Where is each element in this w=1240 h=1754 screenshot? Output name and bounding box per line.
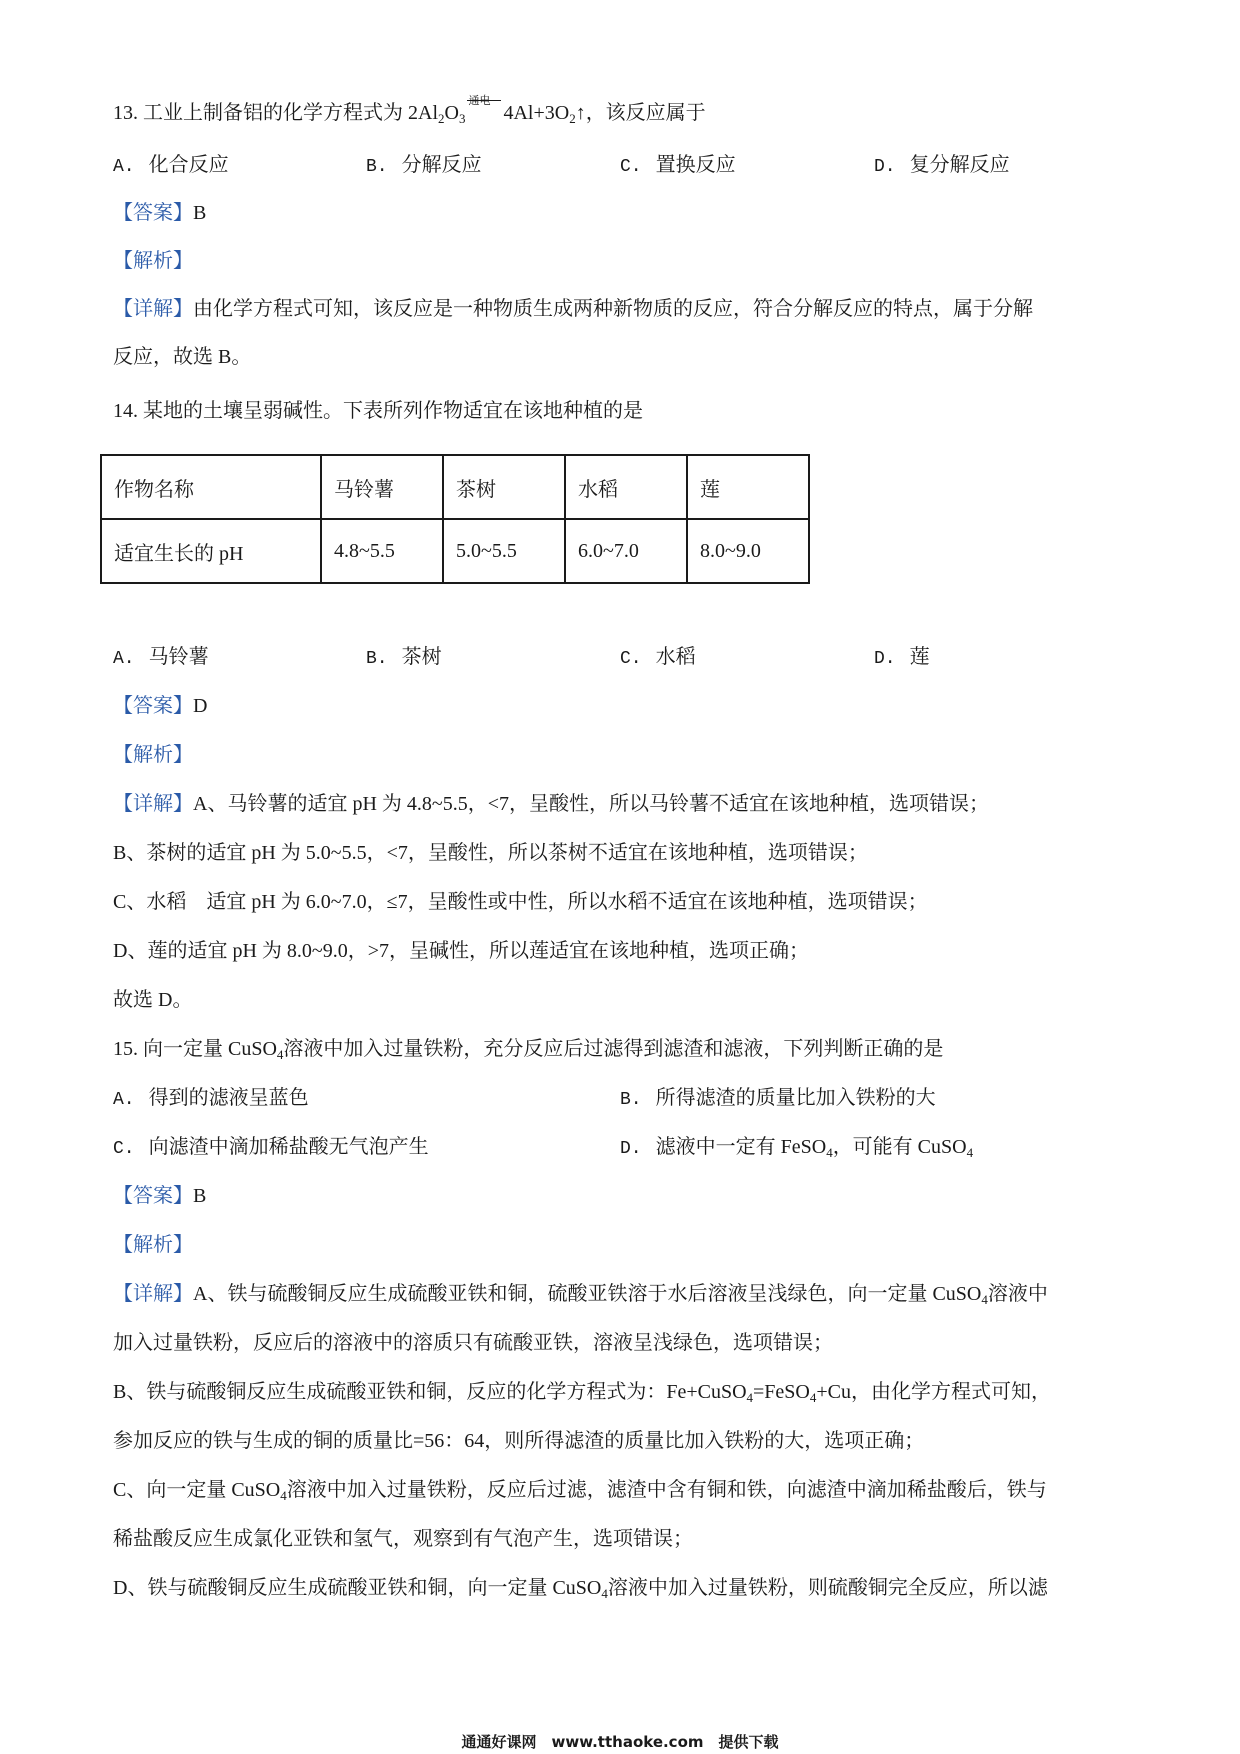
q13-option-d [874, 151, 1010, 181]
table-cell: 4.8~5.5 [321, 519, 443, 583]
text-run: 溶液中加入过量铁粉，反应后过滤，滤渣中含有铜和铁，向滤渣中滴加稀盐酸后，铁与 [286, 1479, 1047, 1501]
q13-option-b [366, 151, 482, 181]
option-letter: B. [366, 649, 388, 669]
option-letter: B. [620, 1090, 642, 1110]
option-text [149, 1087, 309, 1109]
table-cell: 莲 [687, 455, 809, 519]
option-text: 莲 [909, 646, 930, 668]
subscript: 4 [746, 1390, 754, 1405]
option-letter: A. [113, 649, 135, 669]
q15-option-d [620, 1133, 973, 1163]
text-run: 向滤渣中滴加稀盐酸无气泡产生 [148, 1136, 429, 1158]
text-run: A、铁与硫酸铜反应生成硫酸亚铁和铜，硫酸亚铁溶于水后溶液呈浅绿色，向一定量 CuSO [193, 1283, 982, 1305]
option-text: 水稻 [655, 646, 696, 668]
page-footer: 通通好课网 www.tthaoke.com 提供下载 [461, 1733, 779, 1751]
table-row [101, 519, 809, 583]
option-text: 马铃薯 [148, 646, 209, 668]
crop-ph-table [100, 454, 810, 584]
option-letter: A. [113, 1090, 135, 1110]
text-run: 稀盐酸反应生成氯化亚铁和氢气，观察到有气泡产生，选项错误； [113, 1528, 693, 1550]
q15-option-c [113, 1133, 429, 1163]
q15-answer [113, 1182, 1133, 1210]
q15-detail-line [113, 1378, 1133, 1408]
analysis-label: 【解析】 [113, 250, 193, 272]
detail-label: 【详解】 [113, 1283, 193, 1305]
answer-value: D [193, 695, 208, 717]
option-text: 置换反应 [655, 154, 736, 176]
answer-label: 【答案】 [113, 695, 193, 717]
subscript: 4 [601, 1586, 608, 1601]
q14-analysis-label [113, 741, 1133, 769]
subscript: 4 [276, 1047, 284, 1062]
subscript: 4 [280, 1488, 287, 1503]
q14-detail-line [113, 790, 1133, 818]
option-letter: C. [113, 1139, 135, 1159]
reaction-condition: 通电 [468, 94, 491, 107]
detail-label: 【详解】 [113, 298, 193, 320]
option-letter: C. [620, 157, 642, 177]
text-run: 得到的滤液呈蓝色 [148, 1087, 309, 1109]
table-cell: 作物名称 [101, 455, 321, 519]
text-run: ↑，该反应属于 [575, 102, 706, 124]
subscript: 4 [966, 1145, 974, 1160]
q15-detail-line [113, 1574, 1133, 1604]
q14-detail-line [113, 839, 1133, 867]
analysis-label: 【解析】 [113, 744, 193, 766]
q13-option-c [620, 151, 736, 181]
q15-detail-line [113, 1427, 1133, 1455]
text-run: 4Al+3O [503, 102, 570, 124]
table-cell: 5.0~5.5 [443, 519, 565, 583]
text-run: ，可能有 CuSO [832, 1136, 967, 1158]
text-run: C、水稻 适宜 pH 为 6.0~7.0，≤7，呈酸性或中性，所以水稻不适宜在该地种植，选项错误； [113, 891, 928, 913]
table-cell: 茶树 [443, 455, 565, 519]
text-run: 13. 工业上制备铝的化学方程式为 2Al [113, 102, 438, 124]
q15-detail-line [113, 1280, 1133, 1310]
table-row [101, 455, 809, 519]
text-run: 滤液中一定有 FeSO [655, 1136, 827, 1158]
option-text: 化合反应 [148, 154, 229, 176]
subscript: 4 [981, 1292, 988, 1307]
answer-value: B [193, 1185, 207, 1207]
q14-stem [113, 397, 1133, 425]
q13-option-a [113, 151, 229, 181]
option-text: 茶树 [401, 646, 442, 668]
subscript: 4 [809, 1390, 817, 1405]
table-cell: 水稻 [565, 455, 687, 519]
text-run: 溶液中加入过量铁粉，充分反应后过滤得到滤渣和滤液，下列判断正确的是 [283, 1038, 944, 1060]
q15-stem [113, 1035, 1133, 1065]
q15-analysis-label [113, 1231, 1133, 1259]
q15-detail-line [113, 1476, 1133, 1506]
table-cell: 马铃薯 [321, 455, 443, 519]
text-run: 14. 某地的土壤呈弱碱性。下表所列作物适宜在该地种植的是 [113, 400, 643, 422]
option-letter: D. [874, 157, 896, 177]
analysis-label: 【解析】 [113, 1234, 193, 1256]
option-text [149, 1136, 429, 1158]
q14-answer [113, 692, 1133, 720]
q13-answer [113, 199, 1133, 227]
table-cell: 8.0~9.0 [687, 519, 809, 583]
q13-detail-line [113, 343, 1133, 371]
option-letter: B. [366, 157, 388, 177]
q15-option-b [620, 1084, 936, 1114]
text-run: 反应，故选 B。 [113, 346, 252, 368]
q15-detail-line [113, 1525, 1133, 1553]
text-run: 由化学方程式可知，该反应是一种物质生成两种新物质的反应，符合分解反应的特点，属于分解 [193, 298, 1033, 320]
subscript: 2 [438, 111, 445, 126]
option-letter: C. [620, 649, 642, 669]
text-run: B、茶树的适宜 pH 为 5.0~5.5，<7，呈酸性，所以茶树不适宜在该地种植，选项错误； [113, 842, 868, 864]
answer-value: B [193, 202, 207, 224]
text-run: A、马铃薯的适宜 pH 为 4.8~5.5，<7，呈酸性，所以马铃薯不适宜在该地种植，选项错误； [193, 793, 989, 815]
table-cell: 适宜生长的 pH [101, 519, 321, 583]
option-letter: D. [874, 649, 896, 669]
text-run: 加入过量铁粉，反应后的溶液中的溶质只有硫酸亚铁，溶液呈浅绿色，选项错误； [113, 1332, 833, 1354]
option-text [656, 1087, 936, 1109]
text-run: B、铁与硫酸铜反应生成硫酸亚铁和铜，反应的化学方程式为：Fe+CuSO [113, 1381, 747, 1403]
q15-detail-line [113, 1329, 1133, 1357]
q14-option-a [113, 643, 209, 673]
text-run: C、向一定量 CuSO [113, 1479, 281, 1501]
text-run: =FeSO [753, 1381, 810, 1403]
text-run: 溶液中加入过量铁粉，则硫酸铜完全反应，所以滤 [607, 1577, 1048, 1599]
q13-stem [113, 94, 1133, 129]
text-run: D、铁与硫酸铜反应生成硫酸亚铁和铜，向一定量 CuSO [113, 1577, 602, 1599]
q13-detail-line [113, 295, 1133, 323]
subscript: 4 [826, 1145, 833, 1160]
q14-option-b [366, 643, 442, 673]
option-text [656, 1136, 973, 1158]
text-run: +Cu，由化学方程式可知， [816, 1381, 1052, 1403]
answer-label: 【答案】 [113, 202, 193, 224]
detail-label: 【详解】 [113, 793, 193, 815]
reaction-arrow [467, 94, 501, 119]
table-cell: 6.0~7.0 [565, 519, 687, 583]
option-text: 复分解反应 [909, 154, 1010, 176]
q14-detail-line [113, 937, 1133, 965]
q15-option-a [113, 1084, 309, 1114]
text-run: 故选 D。 [113, 989, 193, 1011]
text-run: O [444, 102, 459, 124]
q13-analysis-label [113, 247, 1133, 275]
q14-option-c [620, 643, 696, 673]
q14-detail-line [113, 888, 1133, 916]
option-text: 分解反应 [401, 154, 482, 176]
subscript: 3 [458, 111, 466, 126]
text-run: 所得滤渣的质量比加入铁粉的大 [655, 1087, 936, 1109]
q14-option-d [874, 643, 930, 673]
text-run: 参加反应的铁与生成的铜的质量比=56：64，则所得滤渣的质量比加入铁粉的大，选项正确； [113, 1430, 925, 1452]
subscript: 2 [569, 111, 576, 126]
option-letter: A. [113, 157, 135, 177]
text-run: 15. 向一定量 CuSO [113, 1038, 277, 1060]
text-run: 溶液中 [987, 1283, 1048, 1305]
q14-detail-line [113, 986, 1133, 1014]
answer-label: 【答案】 [113, 1185, 193, 1207]
text-run: D、莲的适宜 pH 为 8.0~9.0，>7，呈碱性，所以莲适宜在该地种植，选项正确； [113, 940, 809, 962]
option-letter: D. [620, 1139, 642, 1159]
